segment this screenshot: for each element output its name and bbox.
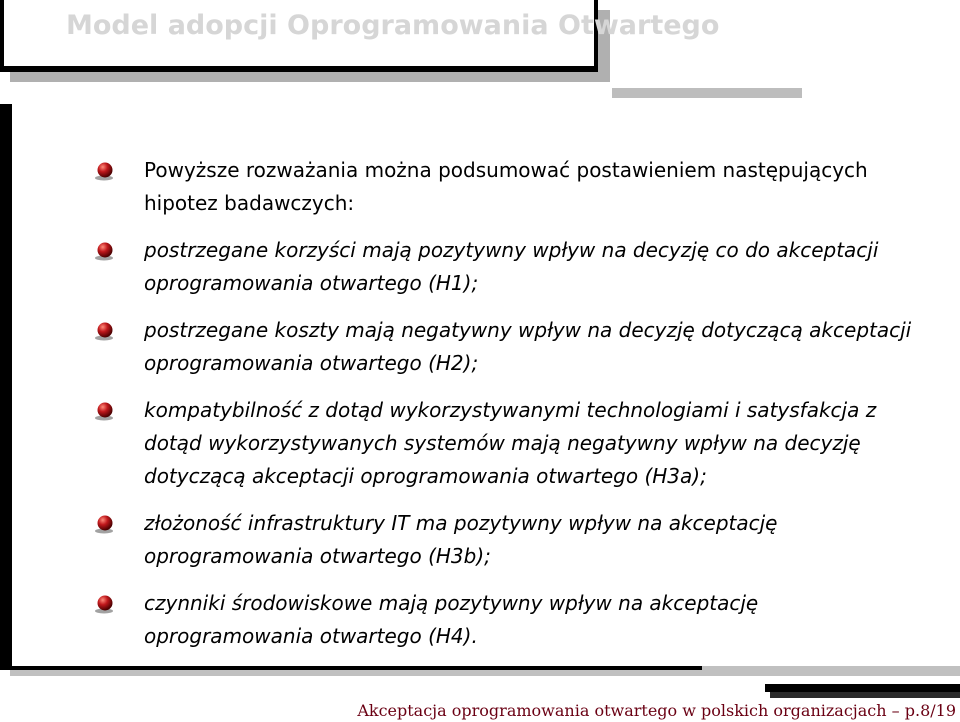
slide-footer: Akceptacja oprogramowania otwartego w polskich organizacjach – p.8/19 [357, 701, 956, 720]
red-ball-bullet-icon [94, 320, 116, 342]
header-divider [612, 88, 802, 98]
item-text: postrzegane koszty mają negatywny wpływ na decyzję dotyczącą akceptacji oprogramowania otwartego (H2); [144, 318, 912, 375]
footer-bar [765, 684, 960, 692]
hypotheses-list [94, 154, 914, 667]
list-item [94, 154, 914, 220]
item-text: czynniki środowiskowe mają pozytywny wpływ na akceptację oprogramowania otwartego (H4). [144, 591, 759, 648]
item-text: Powyższe rozważania można podsumować postawieniem następujących hipotez badawczych: [144, 158, 868, 215]
item-text: kompatybilność z dotąd wykorzystywanymi technologiami i satysfakcja z dotąd wykorzystywanych systemów mają negatywny wpływ na decyzję dotyczącą akceptacji oprogramowania otwartego (H3a); [144, 398, 877, 488]
list-item [94, 394, 914, 493]
list-item [94, 234, 914, 300]
list-item [94, 507, 914, 573]
list-item [94, 314, 914, 380]
list-item [94, 587, 914, 653]
item-text: postrzegane korzyści mają pozytywny wpływ na decyzję co do akceptacji oprogramowania otwartego (H1); [144, 238, 879, 295]
item-text: złożoność infrastruktury IT ma pozytywny wpływ na akceptację oprogramowania otwartego (H3b); [144, 511, 778, 568]
red-ball-bullet-icon [94, 160, 116, 182]
red-ball-bullet-icon [94, 240, 116, 262]
slide-title: Model adopcji Oprogramowania Otwartego [66, 10, 720, 41]
red-ball-bullet-icon [94, 400, 116, 422]
red-ball-bullet-icon [94, 593, 116, 615]
red-ball-bullet-icon [94, 513, 116, 535]
